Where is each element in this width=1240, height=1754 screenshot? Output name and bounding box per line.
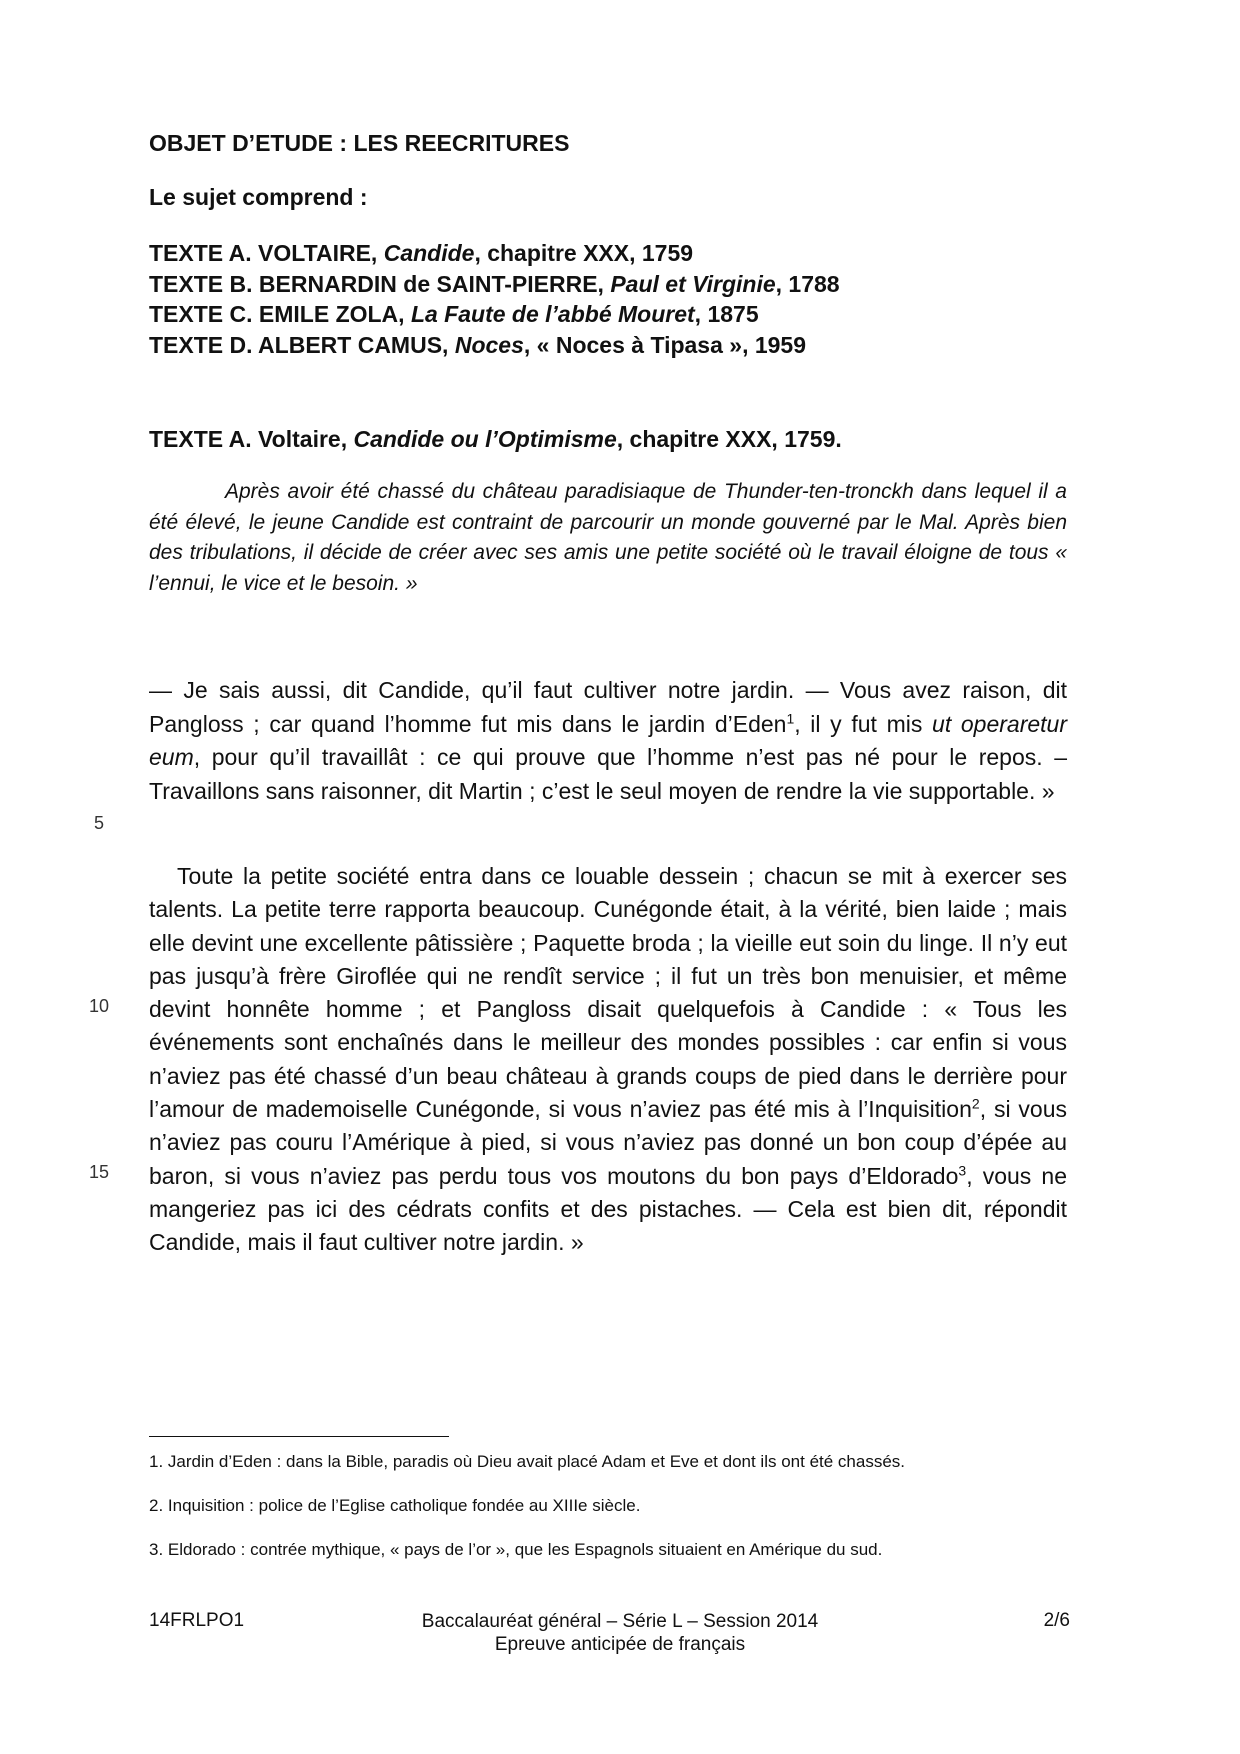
texte-a-intro: Après avoir été chassé du château paradisiaque de Thunder-ten-tronckh dans lequel il a été élevé, le jeune Candide est contraint de parcourir un monde gouverné par le Mal. Après bien des tribulations, il décide de créer avec ses amis une petite société où le travail éloigne de tous « l’ennui, le vice et le besoin. »	[149, 480, 1067, 595]
exam-title-line-2: Epreuve anticipée de français	[494, 1634, 746, 1655]
footnote-divider	[149, 1436, 449, 1437]
texte-a-title	[149, 426, 842, 453]
corpus-item	[149, 238, 840, 269]
exam-code: 14FRLPO1	[149, 1610, 245, 1631]
corpus-work: Candide	[383, 240, 475, 266]
texte-a-details: , chapitre XXX, 1759.	[616, 426, 842, 452]
corpus-author: TEXTE C. EMILE ZOLA,	[149, 301, 411, 327]
exam-title	[400, 1610, 840, 1656]
corpus-details: , « Noces à Tipasa », 1959	[523, 331, 807, 358]
corpus-list	[149, 238, 840, 360]
line-number: 10	[88, 996, 110, 1016]
corpus-work: Paul et Virginie	[610, 270, 776, 297]
line-number: 15	[88, 1162, 110, 1182]
texte-a-work: Candide ou l’Optimisme	[353, 426, 617, 452]
texte-a-paragraph-2: Toute la petite société entra dans ce louable dessein ; chacun se mit à exercer ses talents. La petite terre rapporta beaucoup. Cunégonde était, à la vérité, bien laide ; mais elle devint une excellente pâtissière ; Paquette broda ; la vieille eut soin du linge. Il n’y eut pas jusqu’à frère Giroflée qui ne rendît service ; il fut un très bon menuisier, et même devint honnête homme ; et Pangloss disait quelquefois à Candide : « Tous les événements sont enchaînés dans le meilleur des mondes possibles : car enfin si vous n’aviez pas été chassé d’un beau château à grands coups de pied dans le derrière pour l’amour de mademoiselle Cunégonde, si vous n’aviez pas été mis à l’Inquisition$^2$, si vous n’aviez pas couru l’Amérique à pied, si vous n’aviez pas donné un bon coup d’épée au baron, si vous n’aviez pas perdu tous vos moutons du bon pays d’Eldorado$^3$, vous ne mangeriez pas ici des cédrats confits et des pistaches. — Cela est bien dit, répondit Candide, mais il faut cultiver notre jardin. »	[149, 863, 1067, 1256]
corpus-author: TEXTE A. VOLTAIRE,	[149, 240, 384, 266]
footnote-3: 3. Eldorado : contrée mythique, « pays de l’or », que les Espagnols situaient en Amérique du sud.	[149, 1540, 883, 1559]
footnote-1: 1. Jardin d’Eden : dans la Bible, paradis où Dieu avait placé Adam et Eve et dont ils ont été chassés.	[149, 1452, 906, 1471]
corpus-details: , chapitre XXX, 1759	[474, 240, 694, 266]
corpus-details: , 1788	[775, 270, 840, 297]
sujet-heading: Le sujet comprend :	[149, 184, 368, 210]
latin-quote: ut operaretur eum	[149, 710, 1067, 770]
footnote-ref-1: 1	[786, 709, 795, 726]
corpus-author: TEXTE B. BERNARDIN de SAINT-PIERRE,	[149, 270, 611, 297]
footnote-ref-2: 2	[971, 1095, 980, 1112]
texte-a-author: TEXTE A. Voltaire,	[149, 426, 354, 452]
footnote-2: 2. Inquisition : police de l’Eglise catholique fondée au XIIIe siècle.	[149, 1496, 641, 1515]
corpus-work: La Faute de l’abbé Mouret	[410, 301, 695, 327]
texte-a-paragraph-1: — Je sais aussi, dit Candide, qu’il faut cultiver notre jardin. — Vous avez raison, dit Pangloss ; car quand l’homme fut mis dans le jardin d’Eden$^1$, il y fut mis ut operaretur eum, pour qu’il travaillât : ce qui prouve que l’homme n’est pas né pour le repos. – Travaillons sans raisonner, dit Martin ; c’est le seul moyen de rendre la vie supportable. »	[149, 677, 1067, 804]
corpus-item	[149, 269, 840, 300]
footnote-ref-3: 3	[958, 1162, 967, 1179]
page-number: 2/6	[1043, 1610, 1070, 1631]
corpus-details: , 1875	[694, 301, 759, 327]
corpus-author: TEXTE D. ALBERT CAMUS,	[149, 331, 455, 358]
objet-etude-heading: OBJET D’ETUDE : LES REECRITURES	[149, 130, 570, 156]
corpus-item	[149, 330, 840, 361]
corpus-item	[149, 299, 840, 330]
exam-title-line-1: Baccalauréat général – Série L – Session 2014	[421, 1611, 819, 1632]
corpus-work: Noces	[454, 331, 524, 358]
line-number: 5	[93, 813, 104, 833]
